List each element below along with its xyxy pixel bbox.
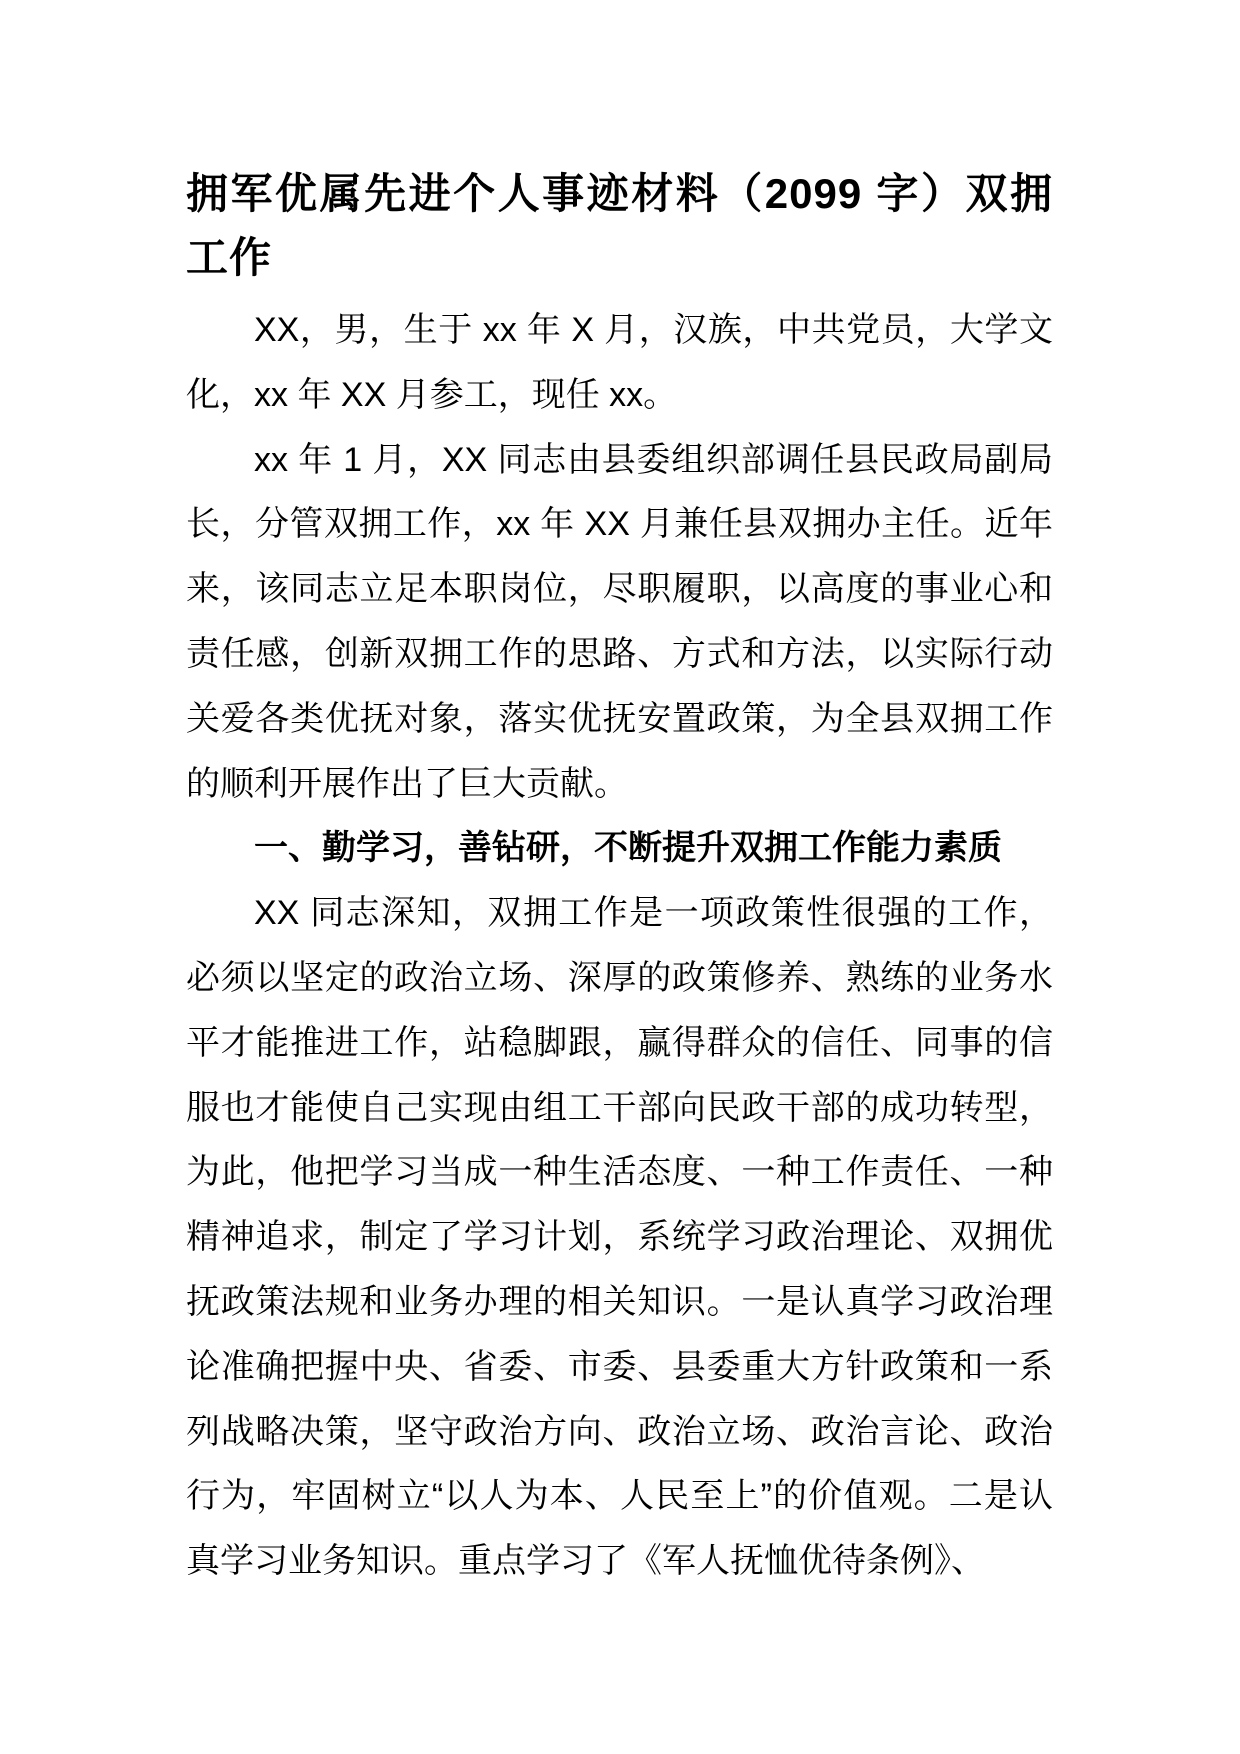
paragraph-career-overview: xx 年 1 月，XX 同志由县委组织部调任县民政局副局长，分管双拥工作，xx 年 XX 月兼任县双拥办主任。近年来，该同志立足本职岗位，尽职履职，以高度的事业心和责任感，创新双拥工作的思路、方式和方法，以实际行动关爱各类优抚对象，落实优抚安置政策，为全县双拥工作的顺利开展作出了巨大贡献。	[186, 440, 1053, 803]
paragraph-study-details: XX 同志深知，双拥工作是一项政策性很强的工作，必须以坚定的政治立场、深厚的政策修养、熟练的业务水平才能推进工作，站稳脚跟，赢得群众的信任、同事的信服也才能使自己实现由组工干部向民政干部的成功转型，为此，他把学习当成一种生活态度、一种工作责任、一种精神追求，制定了学习计划，系统学习政治理论、双拥优抚政策法规和业务办理的相关知识。一是认真学习政治理论准确把握中央、省委、市委、县委重大方针政策和一系列战略决策，坚守政治方向、政治立场、政治言论、政治行为，牢固树立“以人为本、人民至上”的价值观。二是认真学习业务知识。重点学习了《军人抚恤优待条例》、	[186, 894, 1053, 1581]
paragraph-personal-info: XX，男，生于 xx 年 X 月，汉族，中共党员，大学文化，xx 年 XX 月参工，现任 xx。	[186, 311, 1053, 414]
document-page	[186, 162, 1053, 1594]
section-heading-study: 一、勤学习，善钻研，不断提升双拥工作能力素质	[254, 829, 1002, 868]
document-title: 拥军优属先进个人事迹材料（2099 字）双拥工作	[186, 170, 1053, 281]
